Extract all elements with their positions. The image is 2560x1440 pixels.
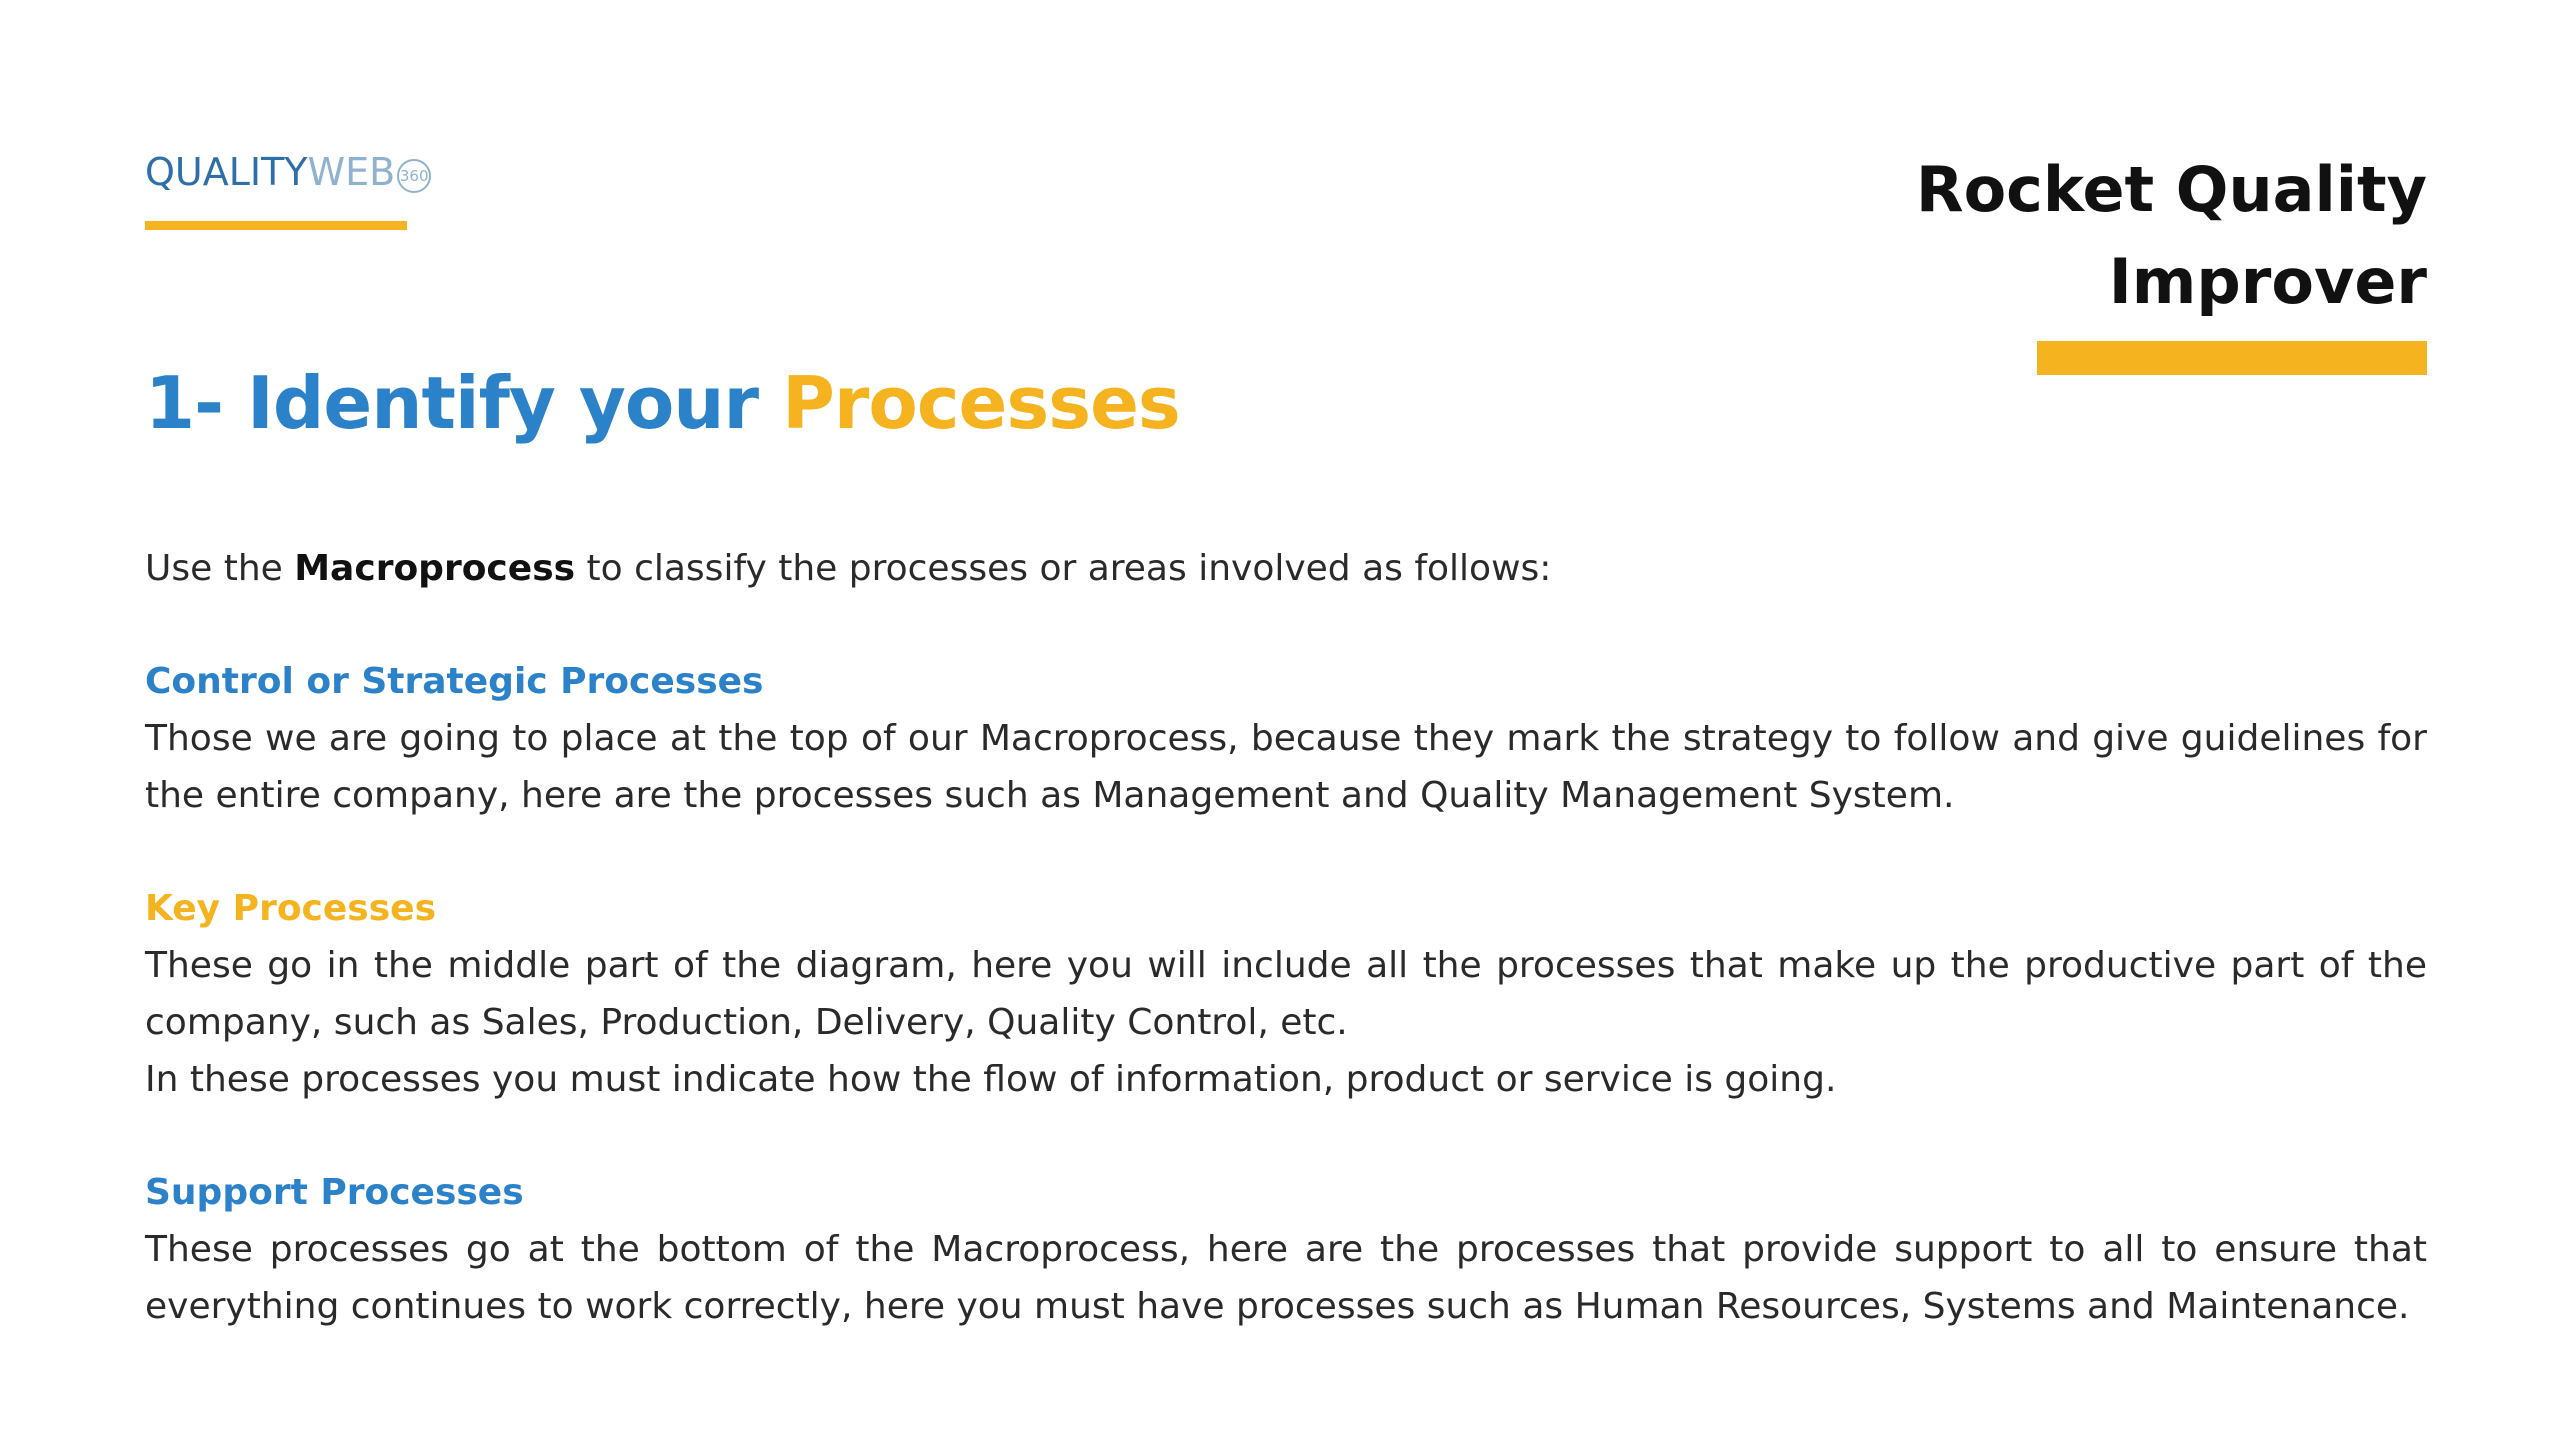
logo-text-web: WEB [307,150,396,194]
heading-highlight: Processes [782,361,1180,445]
section-paragraph: These processes go at the bottom of the Macroprocess, here are the processes that provide support to all to ensure that everything continues to work correctly, here you must have processes such as Human Resources, Systems and Maintenance. [145,1229,2427,1327]
section-control-strategic [145,653,2427,824]
product-title-line-1: Rocket Quality [1915,153,2427,226]
section-title-support-processes: Support Processes [145,1172,524,1213]
logo-360-badge-icon: 360 [397,159,431,193]
section-paragraph: In these processes you must indicate how the flow of information, product or service is going. [145,1059,1837,1100]
intro-text-before: Use the [145,548,295,589]
logo-text-quality: QUALITY [145,150,308,194]
main-content [145,540,2427,1335]
section-title-key-processes: Key Processes [145,888,437,929]
product-title-underline [2037,341,2427,375]
page-heading [145,355,1180,451]
qualityweb360-logo [145,148,431,196]
section-title-control-strategic: Control or Strategic Processes [145,661,764,702]
section-support-processes [145,1164,2427,1335]
section-key-processes [145,880,2427,1108]
section-paragraph: These go in the middle part of the diagram, here you will include all the processes that make up the productive part of the company, such as Sales, Production, Delivery, Quality Control, etc. [145,945,2427,1043]
logo-underline [145,221,407,230]
heading-prefix: 1- Identify your [145,361,783,445]
section-paragraph: Those we are going to place at the top of our Macroprocess, because they mark the strategy to follow and give guidelines for the entire company, here are the processes such as Management and Quality Management System. [145,718,2427,816]
product-title-line-2: Improver [2108,245,2427,318]
intro-text-after: to classify the processes or areas involved as follows: [575,548,1552,589]
product-title [1916,144,2427,328]
intro-paragraph [145,540,2427,597]
intro-bold-term: Macroprocess [294,548,576,589]
